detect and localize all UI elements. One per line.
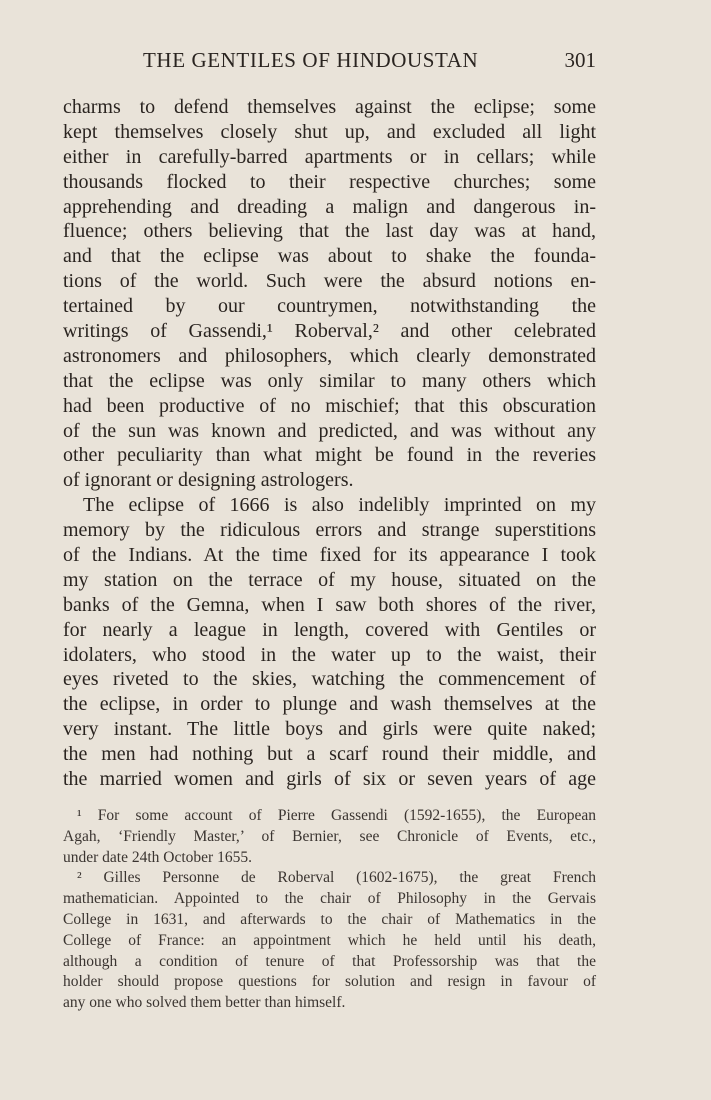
text-line: other peculiarity than what might be found in the reveries	[63, 444, 596, 467]
text-line: of ignorant or designing astrologers.	[63, 469, 354, 492]
text-line: the eclipse, in order to plunge and wash themselves at the	[63, 693, 596, 716]
text-line: tertained by our countrymen, notwithstanding the	[63, 295, 596, 318]
text-line: eyes riveted to the skies, watching the commencement of	[63, 668, 596, 691]
text-line: writings of Gassendi,¹ Roberval,² and other celebrated	[63, 320, 596, 343]
text-line: charms to defend themselves against the eclipse; some	[63, 96, 596, 118]
text-line: of the sun was known and predicted, and was without any	[63, 419, 596, 442]
text-line: my station on the terrace of my house, situated on the	[63, 568, 596, 591]
text-line: thousands flocked to their respective churches; some	[63, 170, 596, 193]
text-line: the men had nothing but a scarf round their middle, and	[63, 743, 596, 766]
footnote-line: Agah, ‘Friendly Master,’ of Bernier, see Chronicle of Events, etc.,	[63, 827, 596, 845]
text-line: of the Indians. At the time fixed for its appearance I took	[63, 544, 596, 567]
text-line: idolaters, who stood in the water up to the waist, their	[63, 643, 596, 666]
text-line: kept themselves closely shut up, and excluded all light	[63, 120, 596, 143]
text-line: The eclipse of 1666 is also indelibly imprinted on my	[83, 494, 596, 517]
page-header	[63, 48, 596, 78]
running-title: THE GENTILES OF HINDOUSTAN	[143, 48, 479, 72]
text-line: and that the eclipse was about to shake the founda-	[63, 245, 596, 268]
footnote-line: ² Gilles Personne de Roberval (1602-1675), the great French	[77, 869, 596, 887]
text-line: that the eclipse was only similar to many others which	[63, 369, 596, 392]
text-line: tions of the world. Such were the absurd notions en-	[63, 270, 596, 293]
page-number: 301	[564, 48, 596, 72]
body-text	[63, 95, 596, 792]
text-line: very instant. The little boys and girls were quite naked;	[63, 718, 596, 741]
footnote-line: College in 1631, and afterwards to the chair of Mathematics in the	[63, 910, 596, 928]
text-line: astronomers and philosophers, which clearly demonstrated	[63, 344, 596, 367]
text-line: apprehending and dreading a malign and dangerous in-	[63, 195, 596, 218]
footnote-line: under date 24th October 1655.	[63, 848, 252, 866]
footnote-line: College of France: an appointment which he held until his death,	[63, 931, 596, 949]
text-line: for nearly a league in length, covered with Gentiles or	[63, 618, 596, 641]
footnotes	[63, 806, 596, 1014]
text-line: banks of the Gemna, when I saw both shores of the river,	[63, 593, 596, 616]
text-line: either in carefully-barred apartments or in cellars; while	[63, 145, 596, 168]
footnote-line: any one who solved them better than himself.	[63, 994, 346, 1012]
text-line: fluence; others believing that the last day was at hand,	[63, 220, 596, 243]
footnote-line: mathematician. Appointed to the chair of Philosophy in the Gervais	[63, 890, 596, 908]
text-line: memory by the ridiculous errors and strange superstitions	[63, 519, 596, 542]
footnote-line: ¹ For some account of Pierre Gassendi (1592-1655), the European	[77, 807, 596, 824]
text-line: had been productive of no mischief; that this obscuration	[63, 394, 596, 417]
footnote-line: holder should propose questions for solution and resign in favour of	[63, 973, 596, 991]
footnote-line: although a condition of tenure of that Professorship was that the	[63, 952, 596, 970]
text-line: the married women and girls of six or seven years of age	[63, 768, 596, 791]
